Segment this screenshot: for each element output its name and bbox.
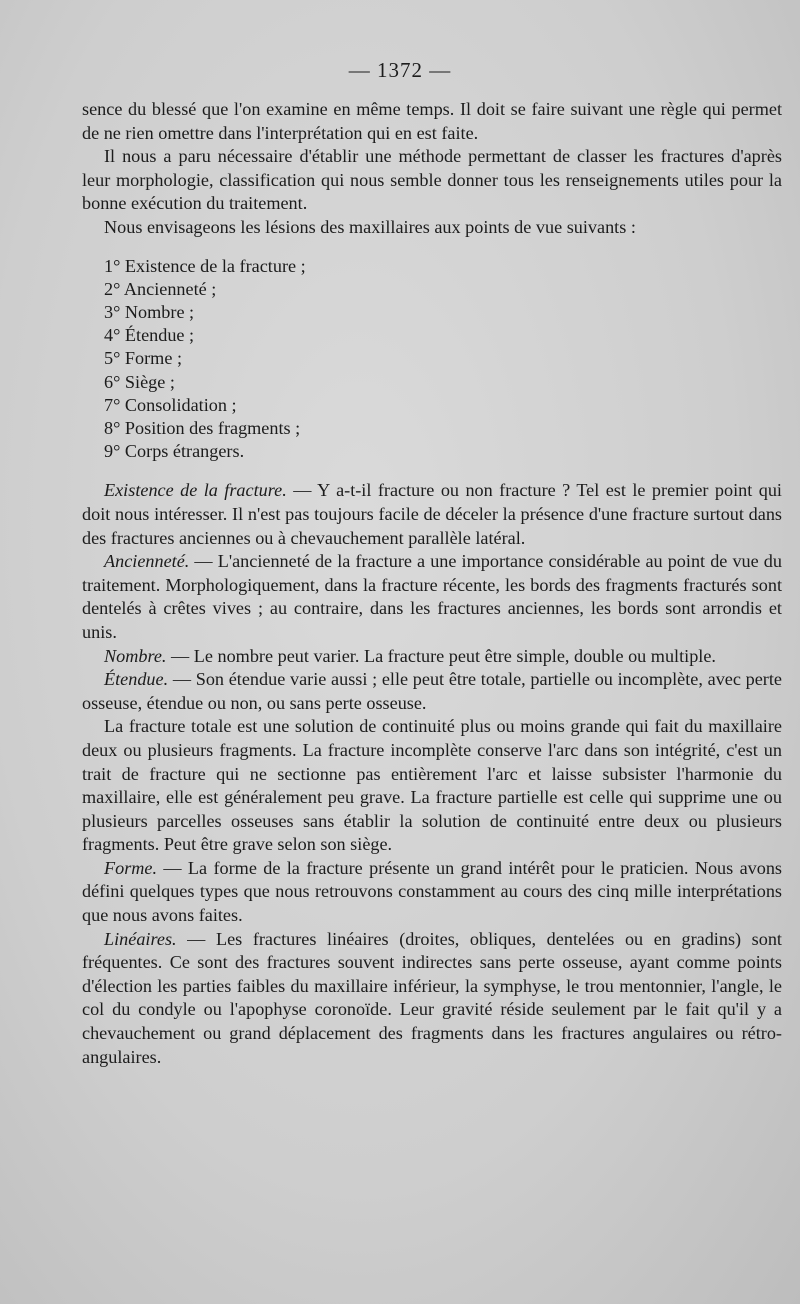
page-body bbox=[82, 98, 782, 1069]
paragraph: Nous envisageons les lésions des maxillaires aux points de vue suivants : bbox=[104, 216, 636, 237]
section-existence bbox=[82, 479, 782, 550]
list-item: 7° Consolidation ; bbox=[104, 394, 237, 415]
section-forme bbox=[82, 857, 782, 928]
section-label: Forme. bbox=[104, 857, 158, 878]
paragraph: La fracture totale est une solution de continuité plus ou moins grande qui fait du maxillaire deux ou plusieurs fragments. La fracture incomplète conserve l'arc dans son intégrité, c'est un trait de fracture qui ne sectionne pas entièrement l'arc et laisse subsister l'harmonie du maxillaire, elle est généralement peu grave. La fracture partielle est celle qui supprime une ou plusieurs parcelles osseuses sans établir la solution de continuité entre deux ou plusieurs fragments. Peut être grave selon son siège. bbox=[82, 716, 782, 855]
section-label: Linéaires. bbox=[104, 928, 177, 949]
section-anciennete bbox=[82, 550, 782, 644]
list-item: 6° Siège ; bbox=[104, 371, 175, 392]
section-text: — Les fractures linéaires (droites, obliques, dentelées ou en gradins) sont fréquentes. Ce sont des fractures souvent indirectes sans perte osseuse, ayant comme points d'élection les parties faibles du maxillaire inférieur, la symphyse, le trou mentonnier, l'angle, le col du condyle ou l'apophyse coronoïde. Leur gravité réside seulement par le fait qu'il y a chevauchement ou grand déplacement des fragments dans les fractures angulaires ou rétro-angulaires. bbox=[82, 928, 782, 1067]
list-item: 4° Étendue ; bbox=[104, 325, 195, 346]
page-number: — 1372 — bbox=[348, 58, 452, 82]
section-text: — Le nombre peut varier. La fracture peut être simple, double ou multiple. bbox=[166, 645, 716, 666]
list-item: 2° Ancienneté ; bbox=[104, 278, 217, 299]
criteria-list bbox=[104, 255, 782, 464]
list-item: 1° Existence de la fracture ; bbox=[104, 255, 306, 276]
section-text: — La forme de la fracture présente un grand intérêt pour le praticien. Nous avons défini quelques types que nous retrouvons constamment au cours des cinq mille interprétations que nous avons faites. bbox=[82, 857, 782, 926]
section-label: Étendue. bbox=[104, 669, 169, 690]
section-label: Existence de la fracture. bbox=[104, 480, 287, 501]
paragraph: sence du blessé que l'on examine en même temps. Il doit se faire suivant une règle qui permet de ne rien omettre dans l'interprétation qui en est faite. bbox=[82, 99, 782, 143]
list-item: 3° Nombre ; bbox=[104, 301, 195, 322]
section-etendue bbox=[82, 668, 782, 715]
section-label: Nombre. bbox=[104, 645, 167, 666]
section-lineaires bbox=[82, 928, 782, 1070]
list-item: 9° Corps étrangers. bbox=[104, 441, 245, 462]
list-item: 5° Forme ; bbox=[104, 348, 182, 369]
section-nombre bbox=[82, 645, 782, 669]
section-label: Ancienneté. bbox=[104, 551, 190, 572]
paragraph: Il nous a paru nécessaire d'établir une méthode permettant de classer les fractures d'après leur morphologie, classification qui nous semble donner tous les renseignements utiles pour la bonne exécution du traitement. bbox=[82, 146, 782, 214]
list-item: 8° Position des fragments ; bbox=[104, 417, 301, 438]
section-text: — Y a-t-il fracture ou non fracture ? Tel est le premier point qui doit nous intéresser. Il n'est pas toujours facile de déceler la présence d'une fracture surtout dans des fractures anciennes ou à chevauchement parallèle latéral. bbox=[82, 480, 782, 548]
section-text: — Son étendue varie aussi ; elle peut être totale, partielle ou incomplète, avec perte osseuse, étendue ou non, ou sans perte osseuse. bbox=[82, 669, 782, 713]
section-text: — L'ancienneté de la fracture a une importance considérable au point de vue du traitement. Morphologiquement, dans la fracture récente, les bords des fragments fracturés sont dentelés à crêtes vives ; au contraire, dans les fractures anciennes, les bords sont arrondis et unis. bbox=[82, 551, 782, 642]
